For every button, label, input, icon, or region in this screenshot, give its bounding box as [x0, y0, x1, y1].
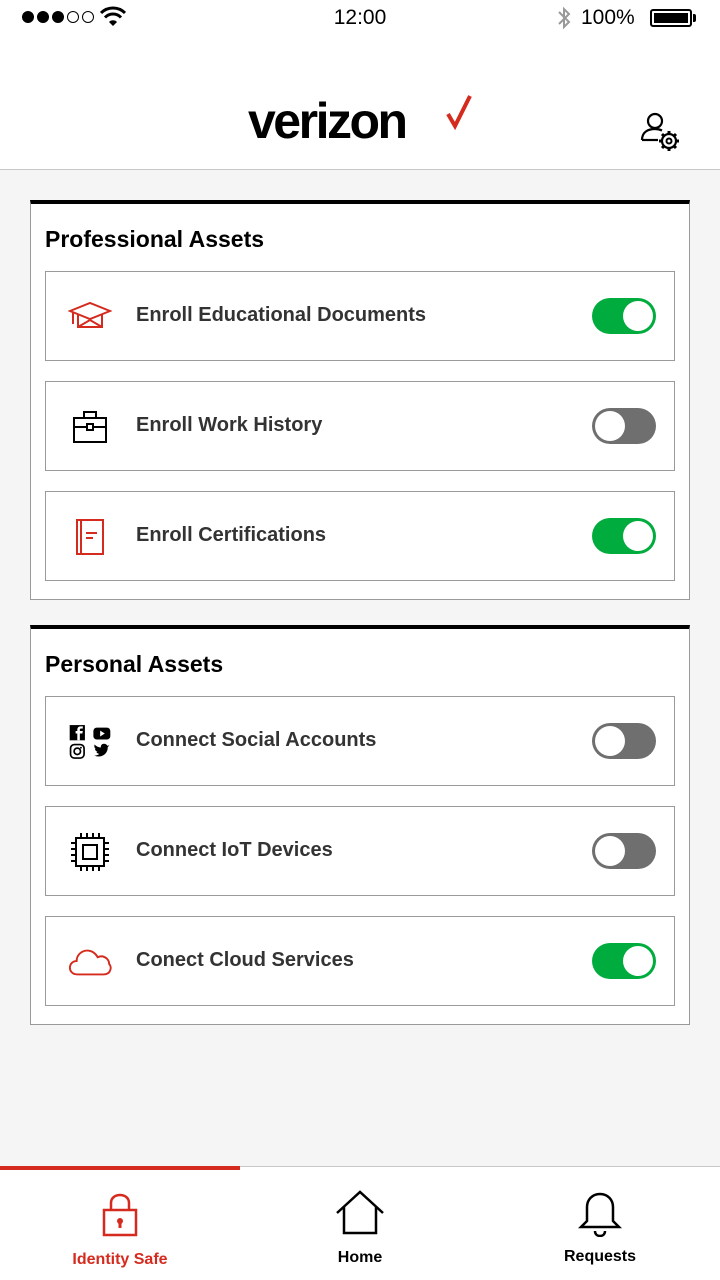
- chip-icon: [68, 832, 112, 872]
- bottom-tab-bar: [0, 1166, 720, 1280]
- list-item-social-accounts[interactable]: [45, 696, 675, 786]
- tab-label: Home: [337, 1249, 383, 1266]
- certificate-document-icon: [68, 517, 112, 557]
- app-header: [0, 36, 720, 170]
- certifications-toggle[interactable]: [592, 518, 656, 554]
- personal-assets-section: [30, 625, 690, 1025]
- list-item-certifications[interactable]: [45, 491, 675, 581]
- graduation-cap-icon: [68, 297, 112, 337]
- row-label: Connect Social Accounts: [136, 729, 377, 751]
- row-label: Enroll Educational Documents: [136, 304, 427, 326]
- list-item-educational-documents[interactable]: [45, 271, 675, 361]
- list-item-cloud-services[interactable]: [45, 916, 675, 1006]
- tab-label: Requests: [563, 1248, 637, 1265]
- verizon-logo: verizon: [248, 93, 406, 149]
- row-label: Conect Cloud Services: [136, 949, 354, 971]
- row-label: Connect IoT Devices: [136, 839, 333, 861]
- briefcase-icon: [68, 407, 112, 447]
- row-label: Enroll Work History: [136, 414, 323, 436]
- status-bar: [0, 0, 720, 36]
- cloud-icon: [68, 942, 112, 982]
- home-icon: [240, 1190, 480, 1236]
- list-item-work-history[interactable]: [45, 381, 675, 471]
- work-history-toggle[interactable]: [592, 408, 656, 444]
- profile-settings-icon[interactable]: [636, 108, 684, 156]
- educational-documents-toggle[interactable]: [592, 298, 656, 334]
- social-media-icons: [68, 722, 112, 762]
- bell-icon: [480, 1191, 720, 1237]
- verizon-check-mark: [445, 94, 473, 130]
- bluetooth-icon: [556, 5, 572, 31]
- section-title: Personal Assets: [45, 651, 224, 677]
- cloud-services-toggle[interactable]: [592, 943, 656, 979]
- tab-home[interactable]: [240, 1167, 480, 1280]
- list-item-iot-devices[interactable]: [45, 806, 675, 896]
- battery-percentage: 100%: [581, 6, 635, 29]
- professional-assets-section: [30, 200, 690, 600]
- lock-icon: [0, 1192, 240, 1238]
- battery-icon: [650, 9, 692, 27]
- row-label: Enroll Certifications: [136, 524, 327, 546]
- status-time: 12:00: [333, 6, 387, 29]
- tab-requests[interactable]: [480, 1167, 720, 1280]
- tab-label: Identity Safe: [72, 1251, 168, 1268]
- iot-devices-toggle[interactable]: [592, 833, 656, 869]
- social-accounts-toggle[interactable]: [592, 723, 656, 759]
- section-title: Professional Assets: [45, 226, 265, 252]
- tab-identity-safe[interactable]: [0, 1166, 240, 1280]
